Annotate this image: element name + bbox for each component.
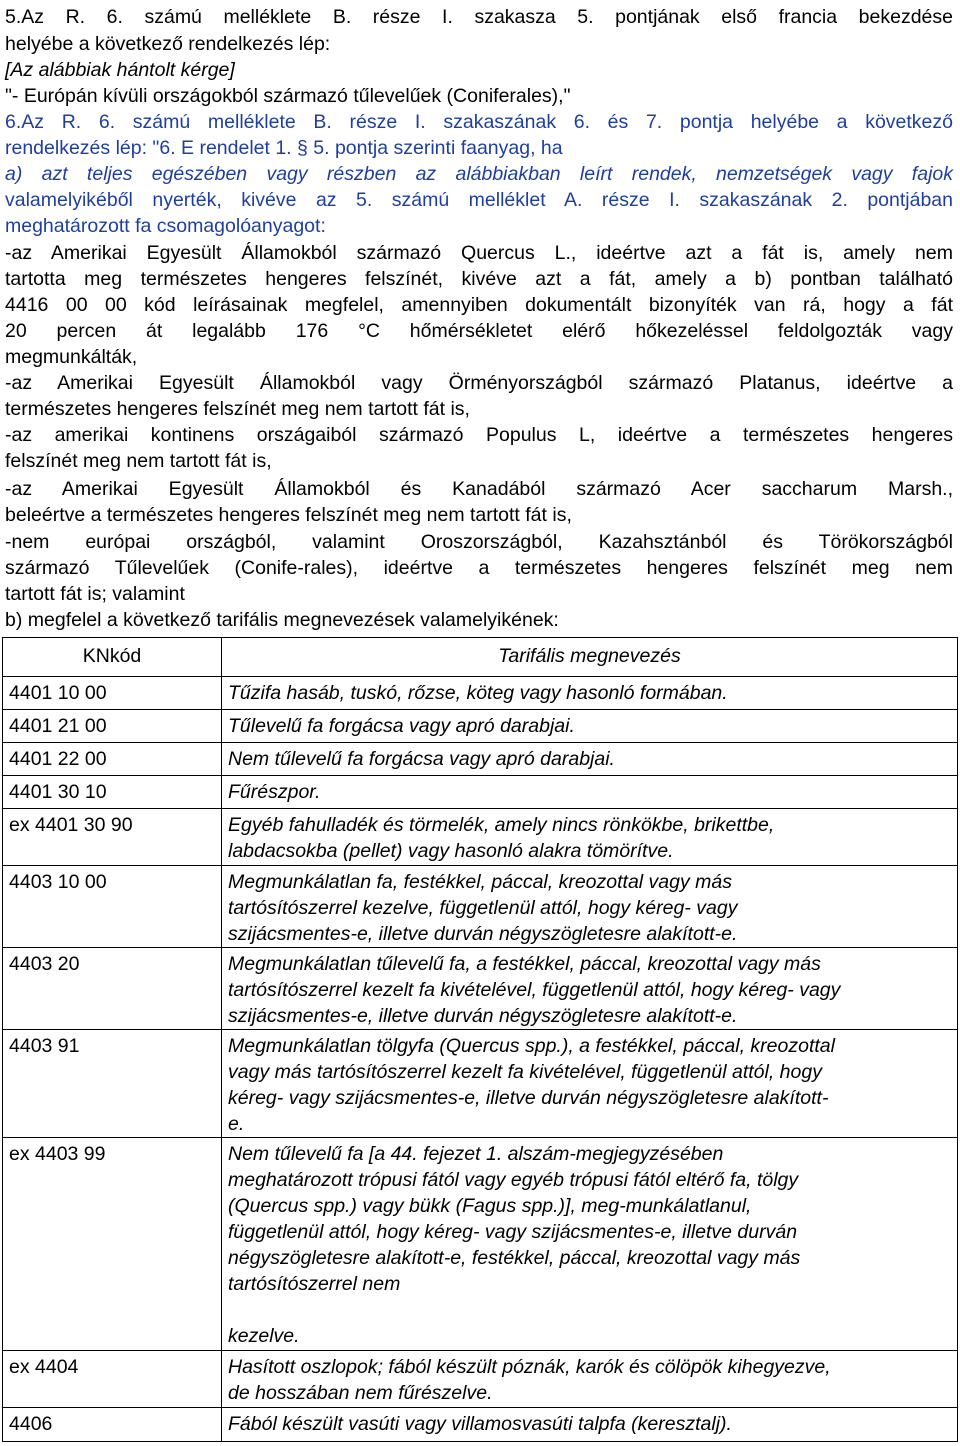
intro-line: "- Európán kívüli országokból származó tűlevelűek (Coniferales)," (5, 85, 571, 107)
table-row (3, 776, 958, 809)
description-line: e. (228, 1113, 245, 1135)
description-line: Egyéb fahulladék és törmelék, amely nincs rönkökbe, brikettbe, (228, 814, 775, 836)
body-line: -az amerikai kontinens országaiból származó Populus L, ideértve a természetes hengeres (5, 424, 953, 446)
section6-line-4: valamelyikéből nyerték, kivéve az 5. számú melléklet A. része I. szakaszának 2. pontjában (5, 189, 953, 211)
header-kn-code: KNkód (3, 638, 222, 677)
table-row (3, 1030, 958, 1138)
description-line (228, 1297, 951, 1323)
intro-line: 5.Az R. 6. számú melléklete B. része I. szakasza 5. pontjának első francia bekezdése (5, 6, 953, 28)
section6-line-1: 6.Az R. 6. számú melléklete B. része I. szakaszának 6. és 7. pontja helyébe a következő (5, 111, 953, 133)
body-line: tartott fát is; valamint (5, 583, 185, 605)
kn-code-cell: ex 4403 99 (3, 1138, 222, 1351)
kn-code-cell: ex 4401 30 90 (3, 809, 222, 866)
section6-line-5: meghatározott fa csomagolóanyagot: (5, 215, 326, 237)
kn-code-cell: 4401 21 00 (3, 710, 222, 743)
section6-line-2: rendelkezés lép: "6. E rendelet 1. § 5. pontja szerinti faanyag, ha (5, 137, 563, 159)
description-line: de hosszában nem fűrészelve. (228, 1382, 493, 1404)
description-line: tartósítószerrel nem (228, 1273, 401, 1295)
description-line: kezelve. (228, 1325, 300, 1347)
kn-code-cell: 4403 10 00 (3, 866, 222, 948)
description-line: Megmunkálatlan fa, festékkel, páccal, kreozottal vagy más (228, 871, 732, 893)
description-line: Tűzifa hasáb, tuskó, rőzse, köteg vagy hasonló formában. (228, 682, 728, 704)
description-line: Nem tűlevelű fa forgácsa vagy apró darabjai. (228, 748, 615, 770)
kn-code-cell: 4403 91 (3, 1030, 222, 1138)
body-line: felszínét meg nem tartott fát is, (5, 450, 272, 472)
header-tariff-description: Tarifális megnevezés (222, 638, 958, 677)
kn-code-cell: 4403 20 (3, 948, 222, 1030)
body-line: 20 percen át legalább 176 °C hőmérsékletet elérő hőkezeléssel feldolgozták vagy (5, 320, 953, 342)
kn-code-cell: 4406 (3, 1408, 222, 1442)
description-line: szijácsmentes-e, illetve durván négyszögletesre alakított-e. (228, 1005, 738, 1027)
body-line: megmunkálták, (5, 346, 138, 368)
description-line: Nem tűlevelű fa [a 44. fejezet 1. alszám-megjegyzésében (228, 1143, 724, 1165)
description-line: Fűrészpor. (228, 781, 321, 803)
tariff-description-cell (222, 677, 958, 710)
tariff-description-cell (222, 1351, 958, 1408)
tariff-description-cell (222, 776, 958, 809)
description-line: Hasított oszlopok; fából készült póznák, karók és cölöpök kihegyezve, (228, 1356, 831, 1378)
kn-code-cell: 4401 10 00 (3, 677, 222, 710)
tariff-description-cell (222, 866, 958, 948)
description-line: tartósítószerrel kezelve, függetlenül attól, hogy kéreg- vagy (228, 897, 738, 919)
description-line: tartósítószerrel kezelt fa kivételével, függetlenül attól, hogy kéreg- vagy (228, 979, 841, 1001)
body-line: természetes hengeres felszínét meg nem tartott fát is, (5, 398, 470, 420)
intro-line: helyébe a következő rendelkezés lép: (5, 33, 331, 55)
body-line: -az Amerikai Egyesült Államokból származó Quercus L., ideértve azt a fát is, amely nem (5, 242, 953, 264)
body-line: -az Amerikai Egyesült Államokból vagy Örményországból származó Platanus, ideértve a (5, 372, 953, 394)
tariff-description-cell (222, 1408, 958, 1442)
tariff-table (2, 637, 958, 1442)
body-line: beleértve a természetes hengeres felszínét meg nem tartott fát is, (5, 504, 572, 526)
kn-code-cell: 4401 22 00 (3, 743, 222, 776)
intro-line: [Az alábbiak hántolt kérge] (5, 59, 235, 81)
table-row (3, 809, 958, 866)
body-line: -nem európai országból, valamint Oroszországból, Kazahsztánból és Törökországból (5, 531, 953, 553)
description-line: meghatározott trópusi fától vagy egyéb trópusi fától eltérő fa, tölgy (228, 1169, 799, 1191)
table-row (3, 677, 958, 710)
tariff-table-header (3, 638, 958, 677)
kn-code-cell: ex 4404 (3, 1351, 222, 1408)
table-row (3, 1138, 958, 1351)
description-line: Tűlevelű fa forgácsa vagy apró darabjai. (228, 715, 575, 737)
tariff-description-cell (222, 743, 958, 776)
description-line: Megmunkálatlan tölgyfa (Quercus spp.), a festékkel, páccal, kreozottal (228, 1035, 835, 1057)
table-row (3, 710, 958, 743)
tariff-description-cell (222, 809, 958, 866)
tariff-description-cell (222, 948, 958, 1030)
table-row (3, 1408, 958, 1442)
tariff-description-cell (222, 1138, 958, 1351)
body-line: származó Tűlevelűek (Conife-rales), ideértve a természetes hengeres felszínét meg nem (5, 557, 953, 579)
kn-code-cell: 4401 30 10 (3, 776, 222, 809)
description-line: labdacsokba (pellet) vagy hasonló alakra tömörítve. (228, 840, 674, 862)
tariff-description-cell (222, 710, 958, 743)
description-line: Megmunkálatlan tűlevelű fa, a festékkel, páccal, kreozottal vagy más (228, 953, 821, 975)
description-line: vagy más tartósítószerrel kezelt fa kivételével, függetlenül attól, hogy (228, 1061, 822, 1083)
table-row (3, 1351, 958, 1408)
description-line: négyszögletesre alakított-e, festékkel, páccal, kreozottal vagy más (228, 1247, 801, 1269)
description-line: kéreg- vagy szijácsmentes-e, illetve durván négyszögletesre alakított- (228, 1087, 829, 1109)
description-line: Fából készült vasúti vagy villamosvasúti talpfa (keresztalj). (228, 1413, 732, 1435)
description-line: szijácsmentes-e, illetve durván négyszögletesre alakított-e. (228, 923, 738, 945)
table-row (3, 948, 958, 1030)
body-line: 4416 00 00 kód leírásainak megfelel, amennyiben dokumentált bizonyíték van rá, hogy a fát (5, 294, 953, 316)
body-line: b) megfelel a következő tarifális megnevezések valamelyikének: (5, 609, 559, 631)
description-line: (Quercus spp.) vagy bükk (Fagus spp.)], meg-munkálatlanul, (228, 1195, 752, 1217)
table-row (3, 743, 958, 776)
body-line: -az Amerikai Egyesült Államokból és Kanadából származó Acer saccharum Marsh., (5, 478, 953, 500)
tariff-description-cell (222, 1030, 958, 1138)
description-line: függetlenül attól, hogy kéreg- vagy szijácsmentes-e, illetve durván (228, 1221, 798, 1243)
section6-line-3: a) azt teljes egészében vagy részben az alábbiakban leírt rendek, nemzetségek vagy fajok (5, 163, 953, 185)
table-row (3, 866, 958, 948)
body-line: tartotta meg természetes hengeres felszínét, kivéve azt a fát, amely a b) pontban található (5, 268, 953, 290)
